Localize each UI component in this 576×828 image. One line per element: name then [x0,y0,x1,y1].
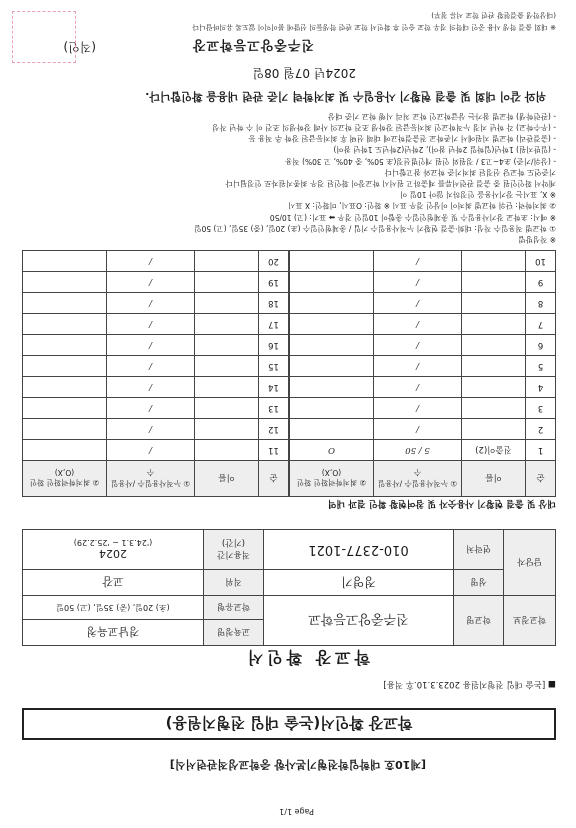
date: 2024년 07월 08일 [252,66,356,80]
table-row [290,440,556,461]
row-name [195,314,259,335]
row-check-mark [23,356,107,377]
school-info-label: 학교정보 [504,596,556,646]
row-check-mark [23,293,107,314]
row-name [462,293,526,314]
row-check-mark [290,272,374,293]
row-check-mark [290,314,374,335]
phone-label: 연락처 [454,530,504,570]
header-col1-right: ① 누적사용일수 /사용일수 [107,461,195,497]
row-name [195,356,259,377]
header-name: 이름 [462,461,526,497]
table-row [23,440,289,461]
row-name [462,377,526,398]
row-no: 15 [259,356,289,377]
table-row [290,314,556,335]
student-table-right [22,250,289,497]
row-name [462,398,526,419]
note-line: ② 최저학력: 단위 학교별 최저이 이상인 경우 표시 ※ 확인: O표시, 미확인: X 표시 [288,201,556,211]
row-usage-days: / [107,419,195,440]
row-usage-days: / [107,314,195,335]
signer-seal: (직인) [63,40,96,54]
phone-value: 010-2377-1021 [264,530,454,570]
position-label: 직위 [204,570,264,596]
note-line: - (상위/기준) 초4~고3 / 정원외 인원 개인별선정(초 50%, 중 40%, 고 30%) 적용 [285,156,556,166]
row-check-mark [23,314,107,335]
position-value: 교감 [23,570,204,596]
left-rows [290,251,556,461]
row-no: 16 [259,335,289,356]
subtitle: 학교장 확인서 [243,648,370,667]
footer-note: ※ 대회 출결 학생 사용 중인 대학의 경우 학교 승인 후 확인서 학교 관련 학생들의 선발에 불이익이 없도록 유의바랍니다 [192,23,556,31]
right-rows [23,251,289,461]
period-value-cell [23,530,204,570]
table-row [23,335,289,356]
table-row [23,356,289,377]
table-row [23,398,289,419]
table-row [290,377,556,398]
row-usage-days: / [374,398,462,419]
row-usage-days: / [374,377,462,398]
note-line: - (일반지원) 1학년(입학일 2학년 참여), 2학년(2학년도 1학년 참여) [333,145,556,155]
page-label: Page 1/1 [279,807,314,816]
table-row [23,293,289,314]
table-row [290,251,556,272]
row-check-mark [23,419,107,440]
row-name: 진출이(2) [462,440,526,461]
table-row [290,335,556,356]
row-name [195,335,259,356]
row-check-mark [290,356,374,377]
row-check-mark [290,419,374,440]
row-check-mark [23,377,107,398]
school-info-table [22,529,556,646]
table-row [290,356,556,377]
notes-block [22,111,556,245]
row-name [195,272,259,293]
period-range: ('24.3.1 ~ '25.2.29) [73,538,153,548]
period-label-cell [204,530,264,570]
row-name [462,356,526,377]
table-row [23,272,289,293]
row-check-mark [23,251,107,272]
row-usage-days: / [107,398,195,419]
row-usage-days: / [107,440,195,461]
header-no: 순 [526,461,556,497]
row-no: 6 [526,335,556,356]
row-check-mark: O [290,440,374,461]
row-check-mark [23,335,107,356]
seal-stamp [12,11,76,63]
contact-name-label: 성명 [454,570,504,596]
row-no: 2 [526,419,556,440]
row-name [195,251,259,272]
row-no: 10 [526,251,556,272]
contact-name: 정영기 [264,570,454,596]
row-usage-days: / [374,356,462,377]
header-no-right: 순 [259,461,289,497]
row-check-mark [290,398,374,419]
row-no: 19 [259,272,289,293]
row-check-mark [23,272,107,293]
table-title: 대상 및 출결 현황기 사용숫자 및 참여현황 확인 결과 내역 [327,498,556,508]
edition-note: ■ [논술 대입 전형지원용 2023.3.10.후 적용] [383,679,556,689]
row-no: 13 [259,398,289,419]
row-usage-days: / [374,272,462,293]
signer-school: 진주중앙고등학교장 [191,37,314,52]
row-usage-days: / [374,293,462,314]
row-name [195,419,259,440]
row-check-mark [23,398,107,419]
header-col1: ① 누적사용일수 /사용일수 [374,461,462,497]
school-type-value: (초) 20일, (중) 35일, (고) 50일 [23,596,204,620]
row-usage-days: / [107,272,195,293]
row-no: 1 [526,440,556,461]
row-no: 12 [259,419,289,440]
table-row [290,398,556,419]
row-no: 4 [526,377,556,398]
row-name [462,272,526,293]
row-no: 3 [526,398,556,419]
school-name-label: 학교명 [454,596,504,646]
period-sub: (기간) [221,537,246,548]
row-check-mark [290,335,374,356]
row-name [462,335,526,356]
row-usage-days: / [374,419,462,440]
row-check-mark [290,377,374,398]
note-line: 계약서 확인인원 중 출결 관련서류를 제출하고 원서시 학교장이 확인된 경우 최종지원자로 인정됩니다 [225,178,556,188]
header-col2-right: ② 최저학력확인 확인(O,X) [23,461,107,497]
row-check-mark [290,293,374,314]
period-label: 적용기간 [217,549,250,560]
note-line: ※ X, 표시는 장기사용을 인정하지 않아 10일 이 [400,190,556,200]
row-name [462,314,526,335]
period-year: 2024 [99,547,127,561]
office-value: 경남교육청 [23,620,204,646]
note-line: - (관련학생) 학교별 참가는 상급학교인 학교 처리 시행 학교 기준 대상 [327,111,556,121]
note-line: 기준연도 학교당 선정된 최저기준 학교와 참고합니다 [384,167,556,177]
header-name-right: 이름 [195,461,259,497]
row-name [195,398,259,419]
table-row [23,251,289,272]
footer-note-2: (대상학생 출결현황 관련 학교 서류 첨부) [431,11,556,19]
row-usage-days: / [107,335,195,356]
note-line: - (우수학교) 각 학년 지정 누적학교인 최저등급된 장학생 조건 학교의 사례 장학생의 조건 이 수 학년 작성 [212,122,556,132]
row-name [462,251,526,272]
row-check-mark [290,251,374,272]
contact-label: 담당자 [504,530,556,596]
form-number: [제10호 대학입학전형기본사항 중학교성적관련서식] [169,758,426,771]
row-name [195,440,259,461]
school-name: 진주중앙고등학교 [264,596,454,646]
student-table-left [289,250,556,497]
row-check-mark [23,440,107,461]
row-name [195,377,259,398]
row-no: 7 [526,314,556,335]
row-no: 9 [526,272,556,293]
table-row [23,419,289,440]
row-no: 11 [259,440,289,461]
row-no: 14 [259,377,289,398]
row-usage-days: / [107,251,195,272]
row-usage-days: 5 / 50 [374,440,462,461]
table-row [23,377,289,398]
row-no: 18 [259,293,289,314]
note-line: ① 학교별 적용일수 작성: 대회·출결 현황기 누적사용일수 기입 / 총체험인일수 (초) 20일, (중) 35일, (고) 50일 [194,223,556,233]
confirm-statement: 위와 같이 대회 및 출결 현황기 사용일수 및 최저학력 기준 관련 내용을 확인합니다. [145,90,546,103]
row-name [462,419,526,440]
row-no: 5 [526,356,556,377]
row-no: 20 [259,251,289,272]
row-usage-days: / [374,314,462,335]
row-no: 8 [526,293,556,314]
table-row [290,293,556,314]
document-title: 학교장 확인서(논술 대입 전형지원용) [22,708,556,740]
row-name [195,293,259,314]
note-line: ※ 예시: 초학교 장기사용일수 및 총체험인일수 총합이 10일인 경우 ➡ 표기: (고) 10/50 [269,212,556,222]
row-usage-days: / [107,377,195,398]
row-usage-days: / [107,293,195,314]
office-label: 교육청명 [204,620,264,646]
table-row [290,272,556,293]
row-usage-days: / [107,356,195,377]
table-row [23,314,289,335]
row-no: 17 [259,314,289,335]
school-type-label: 학교유형 [204,596,264,620]
table-row [290,419,556,440]
note-line: - (출결관리) 학교별 지원에서 기존학교 전출결학교에 대해 선택 후 최저등급된 장학 추 적용 등 [248,134,556,144]
row-usage-days: / [374,251,462,272]
note-line: ※ 작성방법 [518,235,556,244]
row-usage-days: / [374,335,462,356]
header-col2: ② 최저학력확인 확인(O,X) [290,461,374,497]
